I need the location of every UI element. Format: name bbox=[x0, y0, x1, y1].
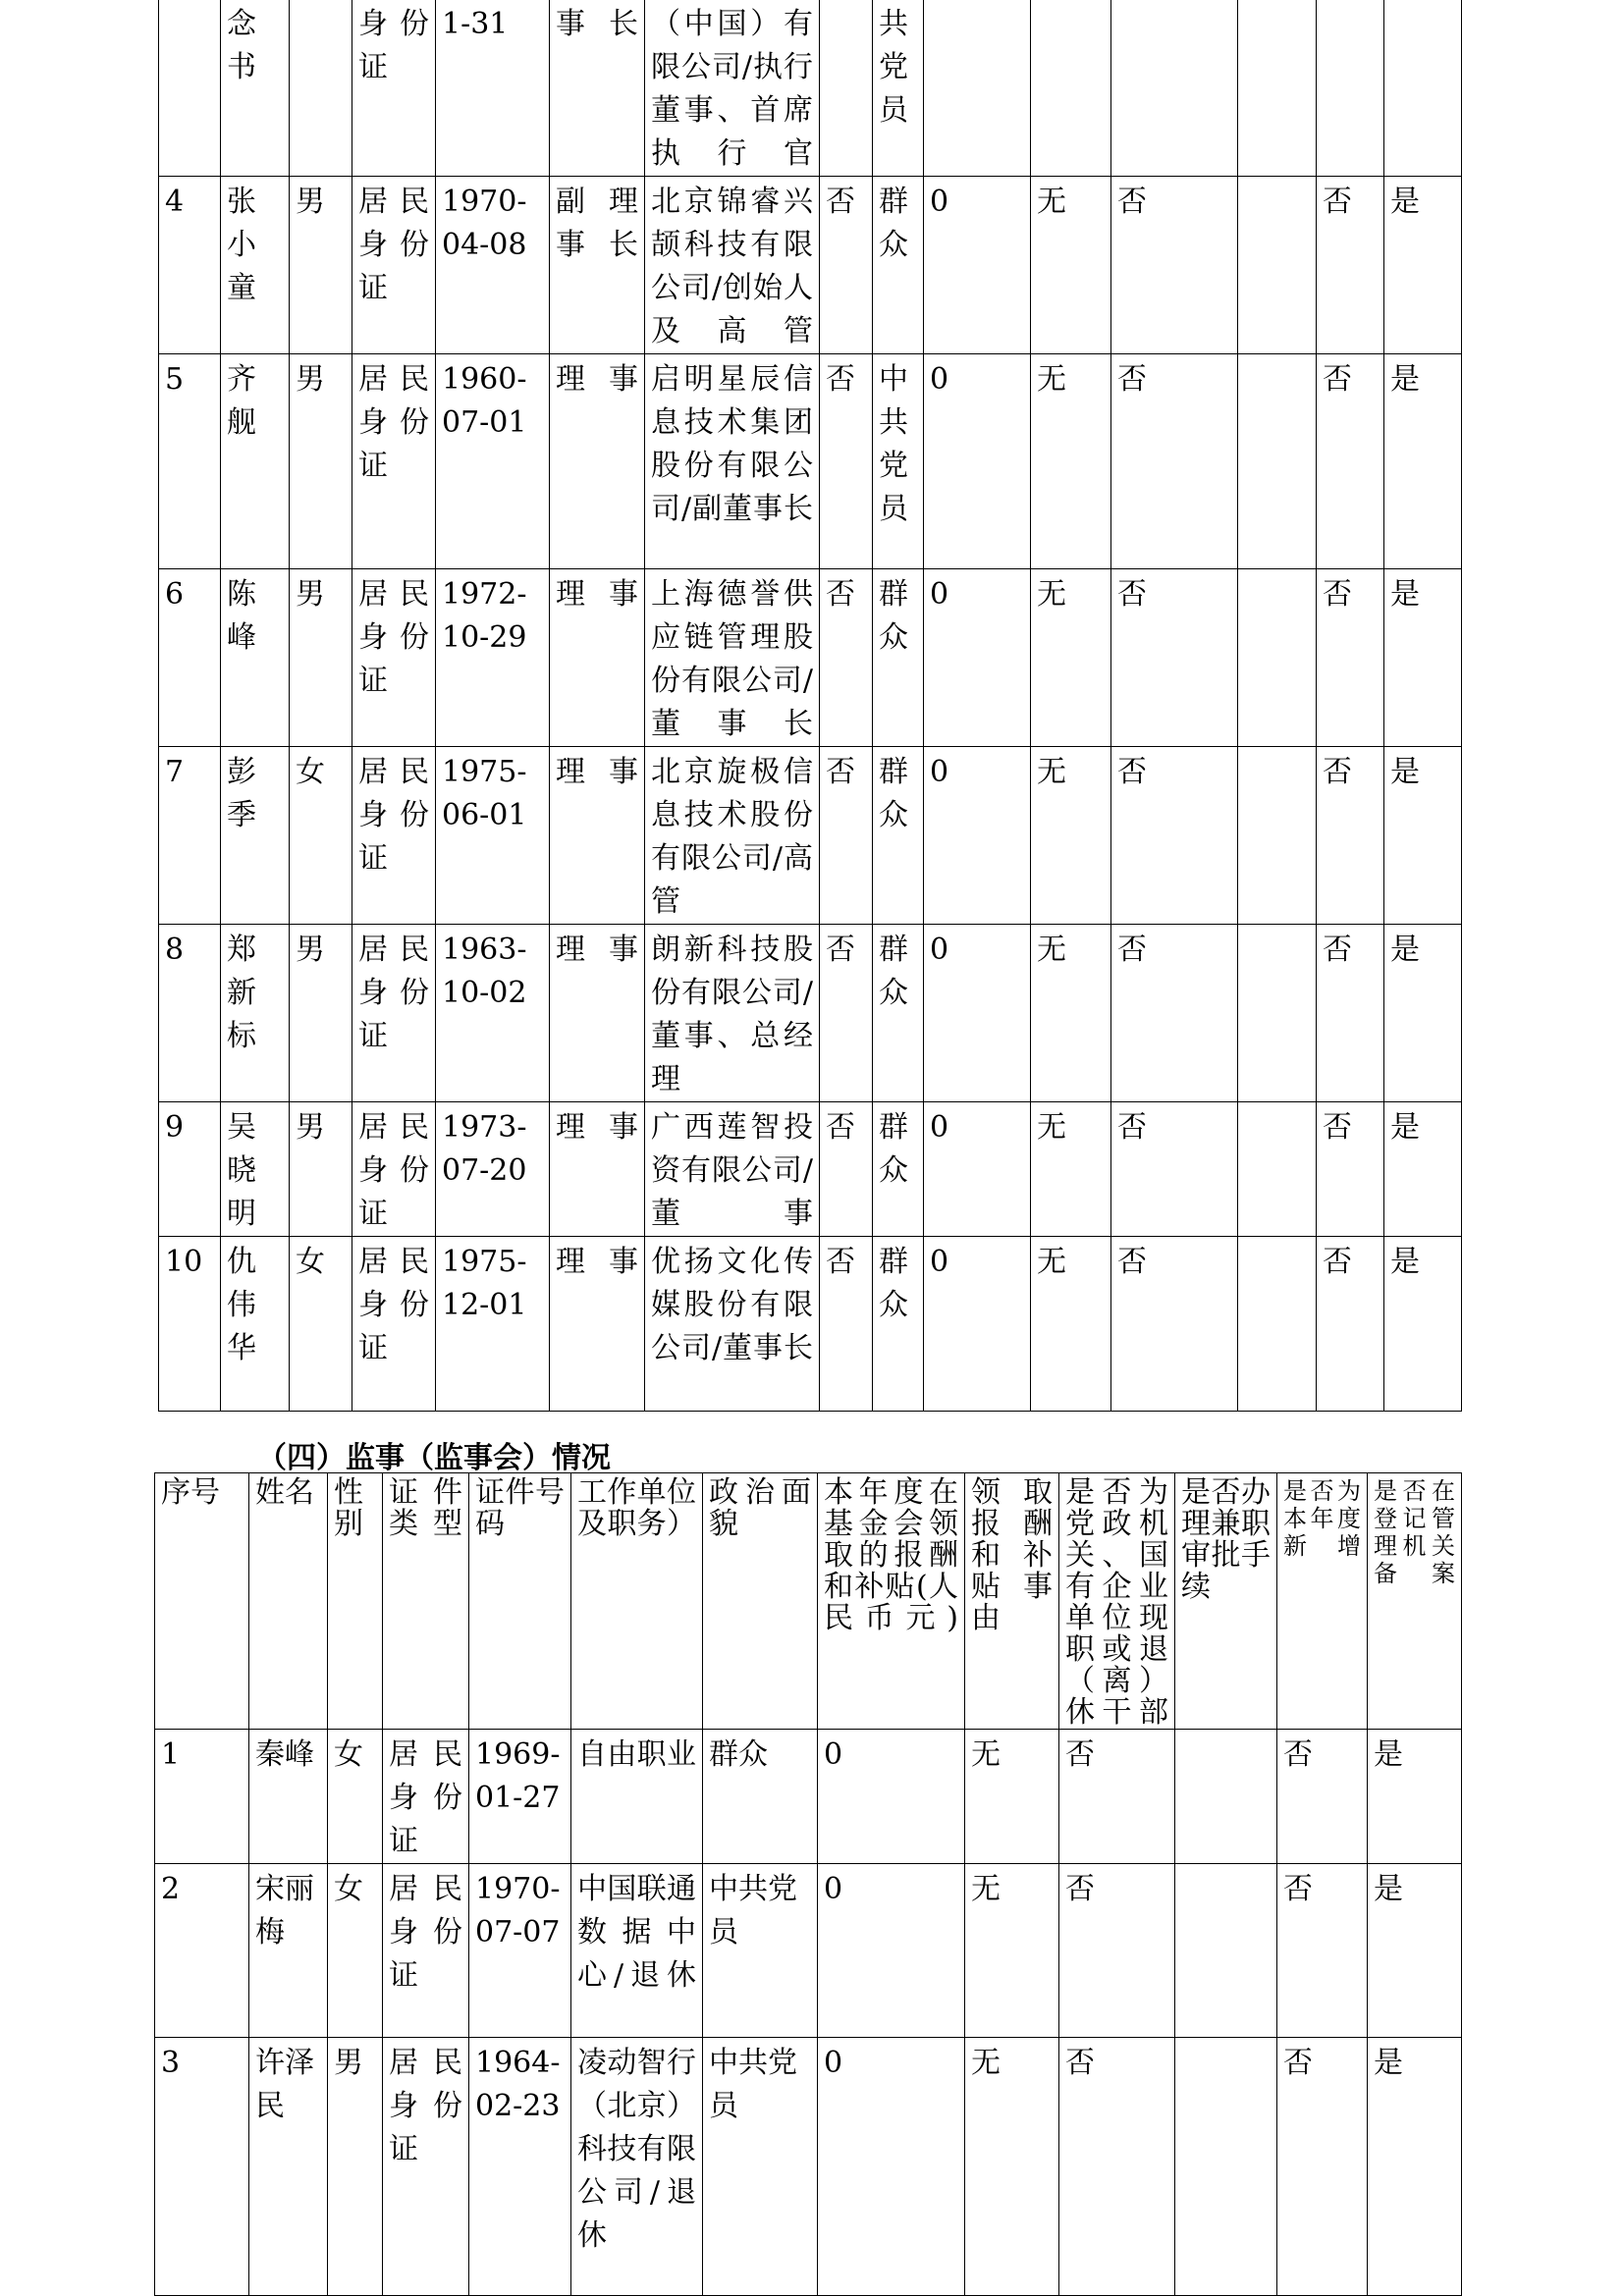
cell-c13 bbox=[1238, 747, 1317, 925]
cell-position: 理事 bbox=[550, 925, 645, 1102]
cell-official: 否 bbox=[1059, 1864, 1175, 2038]
cell-c12 bbox=[1111, 0, 1238, 177]
cell-employer: 启明星辰信息技术集团股份有限公司/副董事长 bbox=[645, 354, 820, 569]
cell-approval bbox=[1175, 1864, 1277, 2038]
cell-employer: 朗新科技股份有限公司/董事、总经理 bbox=[645, 925, 820, 1102]
cell-c14: 否 bbox=[1317, 925, 1384, 1102]
cell-approval bbox=[1175, 2038, 1277, 2296]
cell-c14: 否 bbox=[1317, 177, 1384, 354]
cell-employer: 北京锦睿兴颉科技有限公司/创始人及高管 bbox=[645, 177, 820, 354]
cell-gender: 男 bbox=[290, 1102, 352, 1237]
cell-id-type: 身份证 bbox=[352, 0, 436, 177]
cell-c10: 0 bbox=[924, 177, 1031, 354]
cell-employer: 北京旋极信息技术股份有限公司/高管 bbox=[645, 747, 820, 925]
cell-c12: 否 bbox=[1111, 925, 1238, 1102]
header-no: 序号 bbox=[155, 1473, 249, 1730]
cell-name: 秦峰 bbox=[249, 1730, 328, 1864]
cell-politics: 群众 bbox=[703, 1730, 818, 1864]
cell-c8: 否 bbox=[820, 747, 873, 925]
header-politics: 政治面貌 bbox=[703, 1473, 818, 1730]
cell-filed: 是 bbox=[1368, 2038, 1462, 2296]
table-row bbox=[159, 925, 1462, 1102]
cell-no: 5 bbox=[159, 354, 221, 569]
cell-c12: 否 bbox=[1111, 177, 1238, 354]
cell-no: 2 bbox=[155, 1864, 249, 2038]
cell-new: 否 bbox=[1277, 1730, 1368, 1864]
cell-birth: 1975-06-01 bbox=[436, 747, 550, 925]
cell-c15 bbox=[1384, 0, 1462, 177]
cell-birth: 1963-10-02 bbox=[436, 925, 550, 1102]
cell-employer: 凌动智行（北京）科技有限公司/退休 bbox=[571, 2038, 703, 2296]
header-reason: 领取报酬和补贴事由 bbox=[965, 1473, 1059, 1730]
cell-c11: 无 bbox=[1031, 747, 1111, 925]
cell-name: 吴晓明 bbox=[221, 1102, 290, 1237]
cell-politics: 群众 bbox=[873, 747, 924, 925]
cell-c12: 否 bbox=[1111, 1237, 1238, 1412]
cell-official: 否 bbox=[1059, 2038, 1175, 2296]
cell-id-type: 居民身份证 bbox=[352, 747, 436, 925]
cell-official: 否 bbox=[1059, 1730, 1175, 1864]
cell-remuneration: 0 bbox=[818, 2038, 965, 2296]
cell-c10 bbox=[924, 0, 1031, 177]
cell-employer: 广西莲智投资有限公司/董事 bbox=[645, 1102, 820, 1237]
cell-no bbox=[159, 0, 221, 177]
cell-politics: 群众 bbox=[873, 177, 924, 354]
cell-id-no: 1969-01-27 bbox=[469, 1730, 571, 1864]
cell-id-type: 居民身份证 bbox=[352, 569, 436, 747]
header-remuneration: 本年度在基金会领取的报酬和补贴(人民币元) bbox=[818, 1473, 965, 1730]
cell-c10: 0 bbox=[924, 354, 1031, 569]
table-row bbox=[159, 1237, 1462, 1412]
cell-c15: 是 bbox=[1384, 354, 1462, 569]
cell-c8: 否 bbox=[820, 569, 873, 747]
cell-id-type: 居民身份证 bbox=[383, 1730, 469, 1864]
cell-gender: 女 bbox=[328, 1730, 383, 1864]
cell-name: 彭季 bbox=[221, 747, 290, 925]
cell-politics: 群众 bbox=[873, 1237, 924, 1412]
cell-name: 念书 bbox=[221, 0, 290, 177]
cell-birth: 1972-10-29 bbox=[436, 569, 550, 747]
cell-gender: 男 bbox=[328, 2038, 383, 2296]
cell-c15: 是 bbox=[1384, 925, 1462, 1102]
cell-c10: 0 bbox=[924, 747, 1031, 925]
cell-gender: 男 bbox=[290, 354, 352, 569]
cell-id-type: 居民身份证 bbox=[383, 1864, 469, 2038]
cell-no: 9 bbox=[159, 1102, 221, 1237]
cell-c8 bbox=[820, 0, 873, 177]
cell-approval bbox=[1175, 1730, 1277, 1864]
cell-c14: 否 bbox=[1317, 569, 1384, 747]
cell-filed: 是 bbox=[1368, 1864, 1462, 2038]
cell-politics: 群众 bbox=[873, 925, 924, 1102]
cell-c13 bbox=[1238, 354, 1317, 569]
cell-politics: 共党员 bbox=[873, 0, 924, 177]
cell-position: 理事 bbox=[550, 1102, 645, 1237]
cell-c11: 无 bbox=[1031, 1237, 1111, 1412]
cell-new: 否 bbox=[1277, 2038, 1368, 2296]
cell-c10: 0 bbox=[924, 569, 1031, 747]
cell-birth: 1970-04-08 bbox=[436, 177, 550, 354]
cell-c10: 0 bbox=[924, 925, 1031, 1102]
cell-c14: 否 bbox=[1317, 1237, 1384, 1412]
cell-id-type: 居民身份证 bbox=[352, 354, 436, 569]
table-row bbox=[159, 1102, 1462, 1237]
cell-c8: 否 bbox=[820, 177, 873, 354]
cell-c8: 否 bbox=[820, 925, 873, 1102]
header-new: 是否为本年度新增 bbox=[1277, 1473, 1368, 1730]
table-row bbox=[159, 354, 1462, 569]
cell-id-no: 1964-02-23 bbox=[469, 2038, 571, 2296]
cell-filed: 是 bbox=[1368, 1730, 1462, 1864]
cell-no: 4 bbox=[159, 177, 221, 354]
cell-id-type: 居民身份证 bbox=[352, 1102, 436, 1237]
cell-id-type: 居民身份证 bbox=[352, 177, 436, 354]
cell-gender: 女 bbox=[328, 1864, 383, 2038]
cell-c12: 否 bbox=[1111, 747, 1238, 925]
header-official: 是否为党政机关、国有企业单位现职或退（离）休干部 bbox=[1059, 1473, 1175, 1730]
cell-gender: 女 bbox=[290, 747, 352, 925]
cell-remuneration: 0 bbox=[818, 1864, 965, 2038]
cell-reason: 无 bbox=[965, 1730, 1059, 1864]
cell-no: 8 bbox=[159, 925, 221, 1102]
table-row bbox=[159, 569, 1462, 747]
cell-politics: 中共党员 bbox=[873, 354, 924, 569]
cell-gender: 男 bbox=[290, 925, 352, 1102]
header-name: 姓名 bbox=[249, 1473, 328, 1730]
cell-c11: 无 bbox=[1031, 354, 1111, 569]
cell-c12: 否 bbox=[1111, 1102, 1238, 1237]
cell-position: 理事 bbox=[550, 354, 645, 569]
cell-no: 10 bbox=[159, 1237, 221, 1412]
cell-c13 bbox=[1238, 925, 1317, 1102]
cell-gender: 女 bbox=[290, 1237, 352, 1412]
cell-c15: 是 bbox=[1384, 177, 1462, 354]
cell-position: 副理事长 bbox=[550, 177, 645, 354]
cell-position: 理事 bbox=[550, 747, 645, 925]
table-row bbox=[159, 177, 1462, 354]
cell-c10: 0 bbox=[924, 1237, 1031, 1412]
cell-c11: 无 bbox=[1031, 925, 1111, 1102]
supervisors-table bbox=[154, 1472, 1462, 2296]
cell-employer: 优扬文化传媒股份有限公司/董事长 bbox=[645, 1237, 820, 1412]
table-row bbox=[155, 2038, 1462, 2296]
cell-gender bbox=[290, 0, 352, 177]
table-row bbox=[159, 0, 1462, 177]
cell-c13 bbox=[1238, 1237, 1317, 1412]
cell-c13 bbox=[1238, 177, 1317, 354]
cell-c11: 无 bbox=[1031, 177, 1111, 354]
cell-position: 理事 bbox=[550, 569, 645, 747]
cell-no: 1 bbox=[155, 1730, 249, 1864]
cell-politics: 中共党员 bbox=[703, 2038, 818, 2296]
cell-c15: 是 bbox=[1384, 747, 1462, 925]
header-id-no: 证件号码 bbox=[469, 1473, 571, 1730]
cell-c8: 否 bbox=[820, 1102, 873, 1237]
cell-employer: （中国）有限公司/执行董事、首席执行官 bbox=[645, 0, 820, 177]
cell-id-type: 居民身份证 bbox=[352, 925, 436, 1102]
cell-politics: 群众 bbox=[873, 569, 924, 747]
cell-reason: 无 bbox=[965, 2038, 1059, 2296]
table-row bbox=[155, 1730, 1462, 1864]
cell-c12: 否 bbox=[1111, 354, 1238, 569]
cell-name: 张小童 bbox=[221, 177, 290, 354]
cell-id-type: 居民身份证 bbox=[383, 2038, 469, 2296]
cell-c15: 是 bbox=[1384, 1102, 1462, 1237]
cell-c11: 无 bbox=[1031, 1102, 1111, 1237]
cell-politics: 中共党员 bbox=[703, 1864, 818, 2038]
cell-name: 许泽民 bbox=[249, 2038, 328, 2296]
cell-c15: 是 bbox=[1384, 569, 1462, 747]
cell-position: 事长 bbox=[550, 0, 645, 177]
cell-employer: 自由职业 bbox=[571, 1730, 703, 1864]
header-gender: 性别 bbox=[328, 1473, 383, 1730]
cell-position: 理事 bbox=[550, 1237, 645, 1412]
cell-employer: 中国联通数据中心/退休 bbox=[571, 1864, 703, 2038]
cell-c8: 否 bbox=[820, 354, 873, 569]
directors-table bbox=[158, 0, 1462, 1412]
header-employer: 工作单位及职务） bbox=[571, 1473, 703, 1730]
cell-remuneration: 0 bbox=[818, 1730, 965, 1864]
cell-c13 bbox=[1238, 569, 1317, 747]
section-title: （四）监事（监事会）情况 bbox=[257, 1441, 611, 1475]
cell-id-type: 居民身份证 bbox=[352, 1237, 436, 1412]
cell-no: 3 bbox=[155, 2038, 249, 2296]
cell-politics: 群众 bbox=[873, 1102, 924, 1237]
table-header-row bbox=[155, 1473, 1462, 1730]
cell-c10: 0 bbox=[924, 1102, 1031, 1237]
cell-no: 6 bbox=[159, 569, 221, 747]
cell-name: 宋丽梅 bbox=[249, 1864, 328, 2038]
cell-c13 bbox=[1238, 1102, 1317, 1237]
table-row bbox=[155, 1864, 1462, 2038]
cell-c14: 否 bbox=[1317, 354, 1384, 569]
cell-c11: 无 bbox=[1031, 569, 1111, 747]
cell-c8: 否 bbox=[820, 1237, 873, 1412]
cell-name: 仇伟华 bbox=[221, 1237, 290, 1412]
cell-c14: 否 bbox=[1317, 1102, 1384, 1237]
cell-c13 bbox=[1238, 0, 1317, 177]
cell-c12: 否 bbox=[1111, 569, 1238, 747]
cell-birth: 1973-07-20 bbox=[436, 1102, 550, 1237]
cell-birth: 1960-07-01 bbox=[436, 354, 550, 569]
cell-employer: 上海德誉供应链管理股份有限公司/董事长 bbox=[645, 569, 820, 747]
cell-name: 陈峰 bbox=[221, 569, 290, 747]
cell-c11 bbox=[1031, 0, 1111, 177]
header-id-type: 证件类型 bbox=[383, 1473, 469, 1730]
cell-id-no: 1970-07-07 bbox=[469, 1864, 571, 2038]
cell-no: 7 bbox=[159, 747, 221, 925]
cell-gender: 男 bbox=[290, 177, 352, 354]
cell-birth: 1975-12-01 bbox=[436, 1237, 550, 1412]
cell-name: 齐舰 bbox=[221, 354, 290, 569]
cell-gender: 男 bbox=[290, 569, 352, 747]
cell-c14 bbox=[1317, 0, 1384, 177]
header-approval: 是否办理兼职审批手续 bbox=[1175, 1473, 1277, 1730]
header-filed: 是否在登记管理机关备案 bbox=[1368, 1473, 1462, 1730]
cell-new: 否 bbox=[1277, 1864, 1368, 2038]
cell-birth: 1-31 bbox=[436, 0, 550, 177]
cell-c15: 是 bbox=[1384, 1237, 1462, 1412]
table-row bbox=[159, 747, 1462, 925]
cell-reason: 无 bbox=[965, 1864, 1059, 2038]
cell-c14: 否 bbox=[1317, 747, 1384, 925]
cell-name: 郑新标 bbox=[221, 925, 290, 1102]
